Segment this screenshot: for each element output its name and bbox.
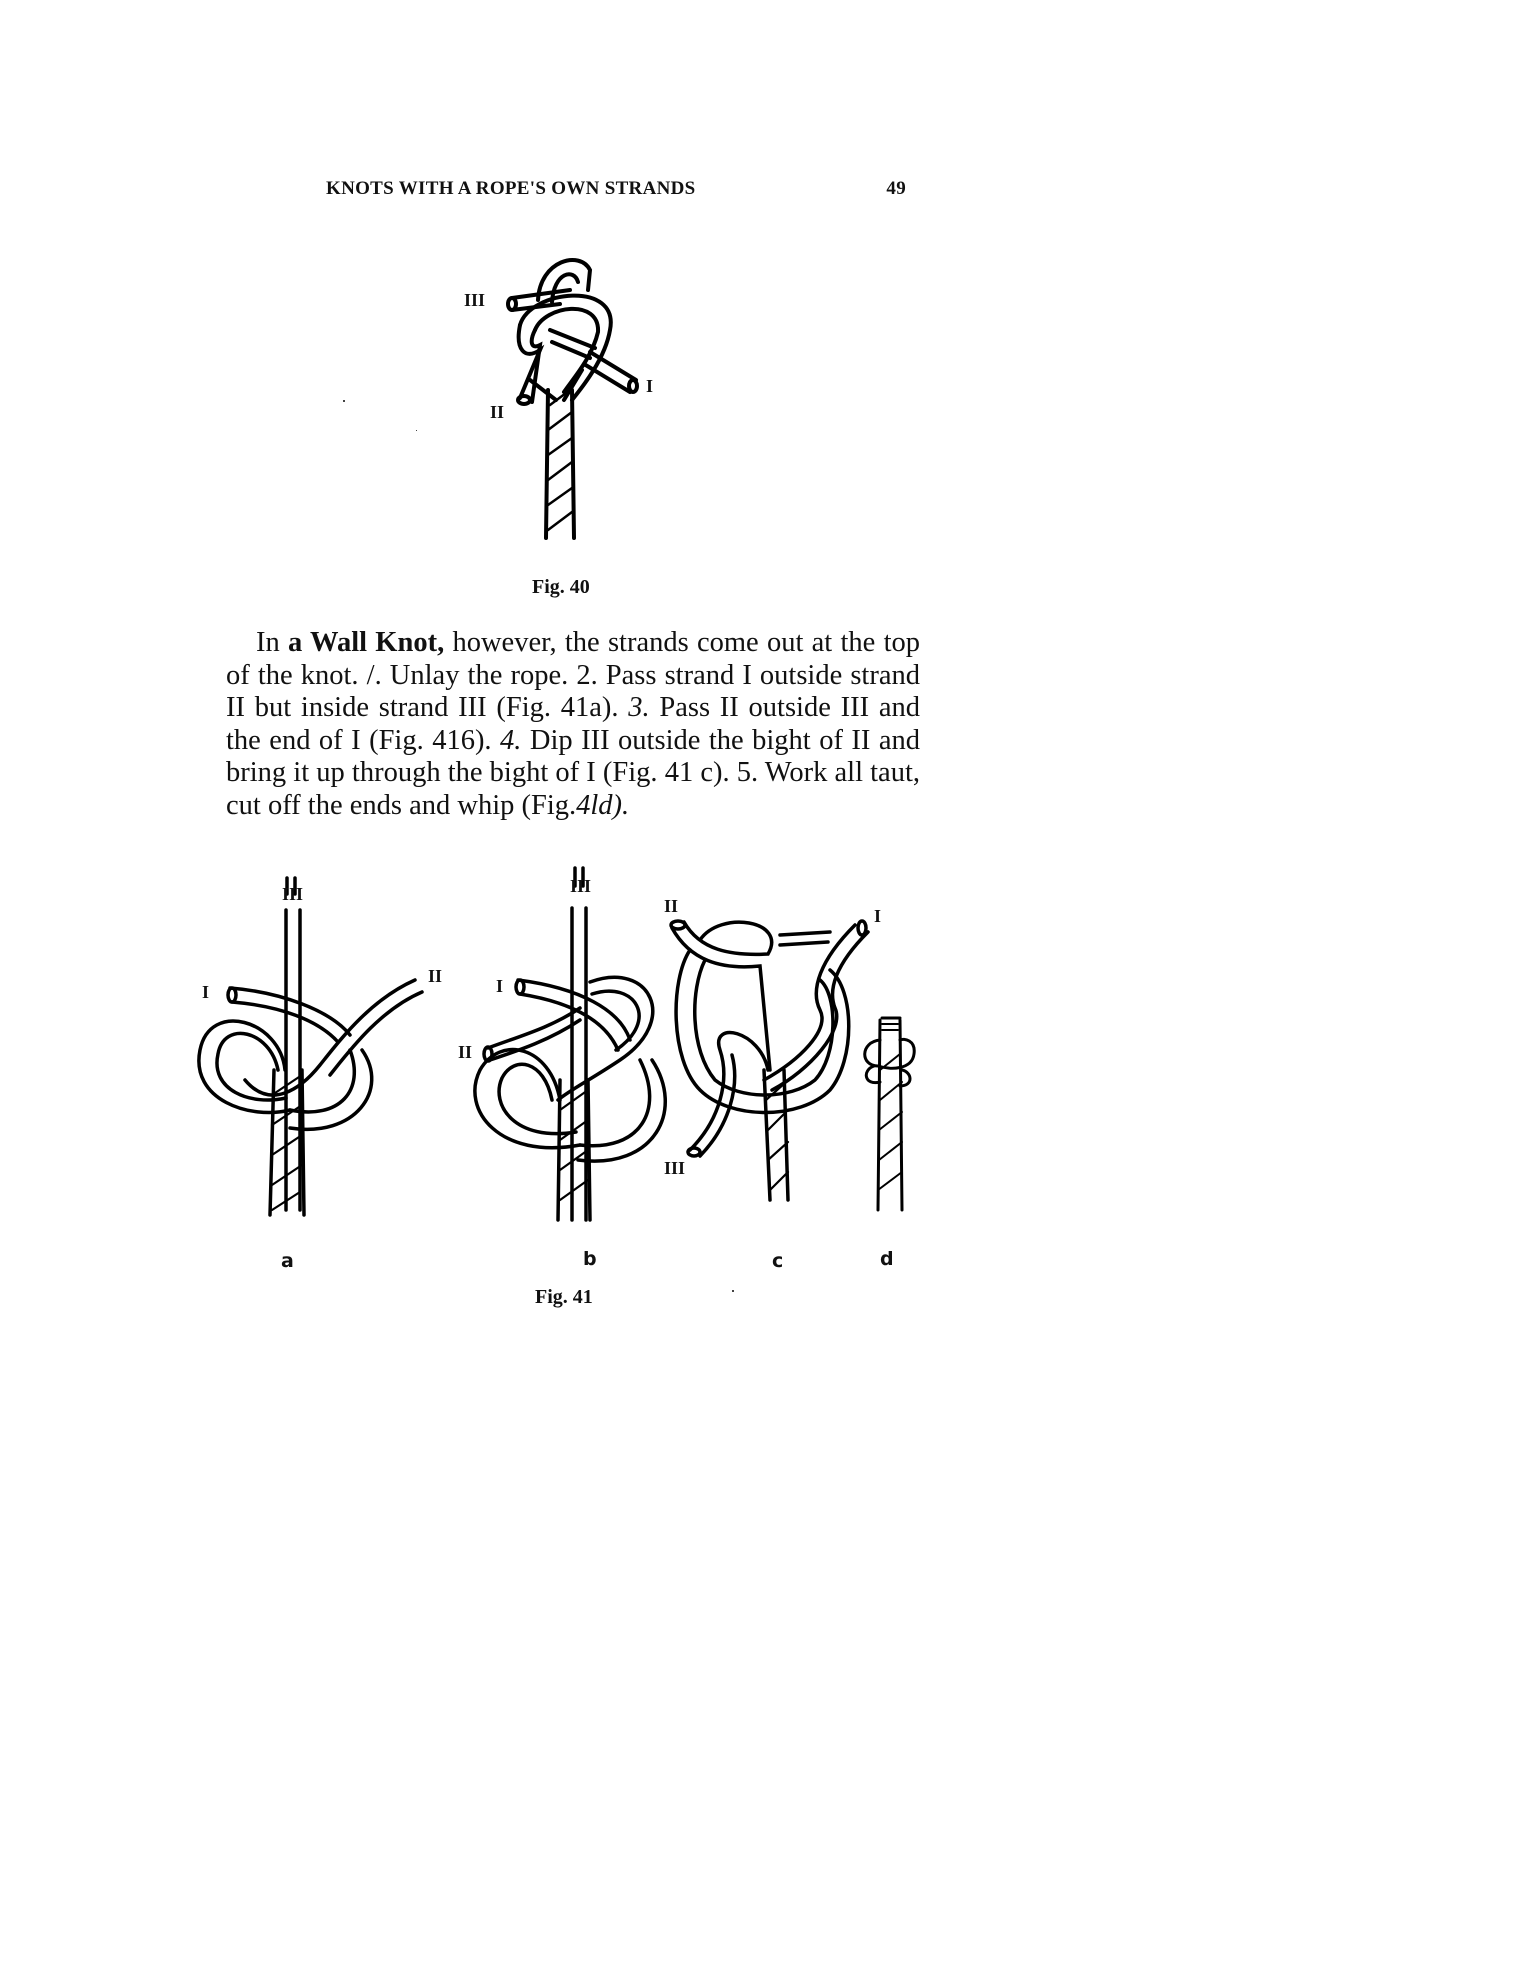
panel-label-d: d xyxy=(880,1248,894,1270)
scan-speck xyxy=(416,430,417,431)
strand-label-i: I xyxy=(202,982,210,1002)
term-wall-knot: a Wall Knot, xyxy=(288,627,445,658)
wall-knot-step-b-drawing xyxy=(440,860,660,1240)
body-paragraph xyxy=(226,627,920,822)
page-number: 49 xyxy=(886,178,906,199)
strand-label-iii: III xyxy=(570,876,592,896)
strand-label-ii: II xyxy=(490,402,505,422)
strand-label-ii: II xyxy=(428,966,443,986)
scan-speck xyxy=(732,1290,734,1292)
wall-knot-instructions: In a Wall Knot, however, the strands come out at the top of the knot. /. Unlay the rope. 2. Pass strand I outside strand II but inside strand III (Fig. 41a). 3. Pass II outside III and the end of I (Fig. 416). 4. Dip III outside the bight of II and bring it up through the bight of I (Fig. 41 c). 5. Work all taut, cut off the ends and whip (Fig.4ld). xyxy=(226,627,921,821)
panel-label-b: b xyxy=(583,1248,597,1270)
scan-speck xyxy=(343,400,345,402)
strand-label-iii: III xyxy=(464,290,486,310)
wall-knot-finished-drawing xyxy=(860,1010,920,1220)
strand-label-ii: II xyxy=(458,1042,473,1062)
panel-label-c: c xyxy=(772,1250,784,1272)
panel-label-a: a xyxy=(281,1250,294,1272)
wall-knot-step-c-drawing xyxy=(660,890,860,1210)
figure-41-caption: Fig. 41 xyxy=(535,1286,593,1308)
figure-41d-illustration xyxy=(860,1010,920,1220)
figure-41a-illustration xyxy=(190,870,460,1230)
figure-40-caption: Fig. 40 xyxy=(532,576,590,598)
strand-label-i: I xyxy=(646,376,654,396)
wall-knot-crown-drawing xyxy=(460,240,660,550)
strand-label-ii: II xyxy=(664,896,679,916)
figure-40-illustration xyxy=(460,240,660,550)
wall-knot-step-a-drawing xyxy=(190,870,460,1230)
strand-label-i: I xyxy=(496,976,504,996)
figure-41c-illustration xyxy=(660,890,882,1210)
figure-41b-illustration xyxy=(440,860,660,1240)
strand-label-iii: III xyxy=(282,884,304,904)
strand-label-iii: III xyxy=(664,1158,686,1178)
chapter-title: KNOTS WITH A ROPE'S OWN STRANDS xyxy=(326,178,696,199)
strand-label-i: I xyxy=(874,906,882,926)
